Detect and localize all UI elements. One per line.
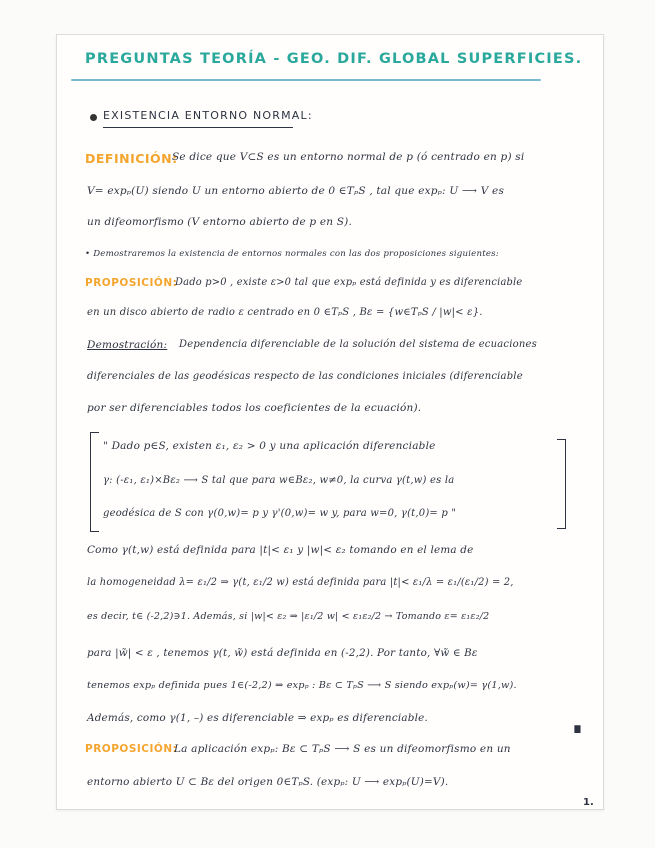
- proof-line-1: Dependencia diferenciable de la solución del sistema de ecuaciones: [179, 339, 537, 350]
- argument-line-1: Como γ(t,w) está definida para |t|< ε₁ y |w|< ε₂ tomando en el lema de: [87, 544, 474, 556]
- definition-line-2: V= expₚ(U) siendo U un entorno abierto de 0 ∈TₚS , tal que expₚ: U ⟶ V es: [87, 185, 505, 197]
- page-title: PREGUNTAS TEORÍA - GEO. DIF. GLOBAL SUPERFICIES.: [85, 51, 583, 67]
- page-number: 1.: [583, 797, 594, 808]
- definition-label: DEFINICIÓN:: [85, 151, 178, 166]
- proof-line-2: diferenciales de las geodésicas respecto de las condiciones iniciales (diferenciable: [87, 371, 523, 382]
- argument-line-2: la homogeneidad λ= ε₁/2 ⇒ γ(t, ε₁/2 w) está definida para |t|< ε₁/λ = ε₁/(ε₁/2) = 2,: [87, 577, 514, 588]
- definition-line-3: un difeomorfismo (V entorno abierto de p en S).: [87, 216, 353, 228]
- argument-line-3: es decir, t∈ (-2,2)∋1. Además, si |w|< ε₂ ⇒ |ε₁/2 w| < ε₁ε₂/2 → Tomando ε= ε₁ε₂/2: [87, 611, 490, 622]
- notebook-page: [56, 34, 604, 810]
- argument-line-5: tenemos expₚ definida pues 1∈(-2,2) ⇒ expₚ : Bε ⊂ TₚS ⟶ S siendo expₚ(w)= γ(1,w).: [87, 680, 517, 691]
- intro-line: • Demostraremos la existencia de entornos normales con las dos proposiciones siguientes:: [85, 249, 499, 259]
- proposition-1-label: PROPOSICIÓN:: [85, 277, 178, 289]
- proof-line-3: por ser diferenciables todos los coeficientes de la ecuación).: [87, 402, 422, 414]
- proposition-1-line-2: en un disco abierto de radio ε centrado en 0 ∈TₚS , Bε = {w∈TₚS / |w|< ε}.: [87, 307, 483, 318]
- argument-line-4: para |w̃| < ε , tenemos γ(t, w̃) está definida en (-2,2). Por tanto, ∀w̃ ∈ Bε: [87, 647, 478, 659]
- section-bullet: [90, 114, 97, 121]
- argument-line-6: Además, como γ(1, –) es diferenciable ⇒ expₚ es diferenciable.: [87, 712, 428, 724]
- end-of-proof-mark: ∎: [573, 721, 582, 737]
- proposition-2-line-1: La aplicación expₚ: Bε ⊂ TₚS ⟶ S es un difeomorfismo en un: [174, 743, 511, 755]
- lemma-left-bracket: [90, 432, 99, 532]
- proof-label: Demostración:: [87, 339, 168, 351]
- proposition-2-label: PROPOSICIÓN:: [85, 743, 178, 755]
- proposition-2-line-2: entorno abierto U ⊂ Bε del origen 0∈TₚS. (expₚ: U ⟶ expₚ(U)=V).: [87, 776, 449, 788]
- lemma-right-bracket: [557, 439, 566, 529]
- lemma-line-1: " Dado p∈S, existen ε₁, ε₂ > 0 y una aplicación diferenciable: [103, 440, 436, 452]
- lemma-line-3: geodésica de S con γ(0,w)= p y γ'(0,w)= w y, para w=0, γ(t,0)= p ": [103, 508, 457, 519]
- section-underline: [103, 127, 293, 128]
- title-underline: [71, 79, 541, 81]
- section-title: EXISTENCIA ENTORNO NORMAL:: [103, 109, 313, 122]
- proposition-1-line-1: Dado p>0 , existe ε>0 tal que expₚ está definida y es diferenciable: [175, 277, 523, 288]
- lemma-line-2: γ: (-ε₁, ε₁)×Bε₂ ⟶ S tal que para w∈Bε₂, w≠0, la curva γ(t,w) es la: [103, 475, 455, 486]
- definition-line-1: Se dice que V⊂S es un entorno normal de p (ó centrado en p) si: [172, 151, 525, 163]
